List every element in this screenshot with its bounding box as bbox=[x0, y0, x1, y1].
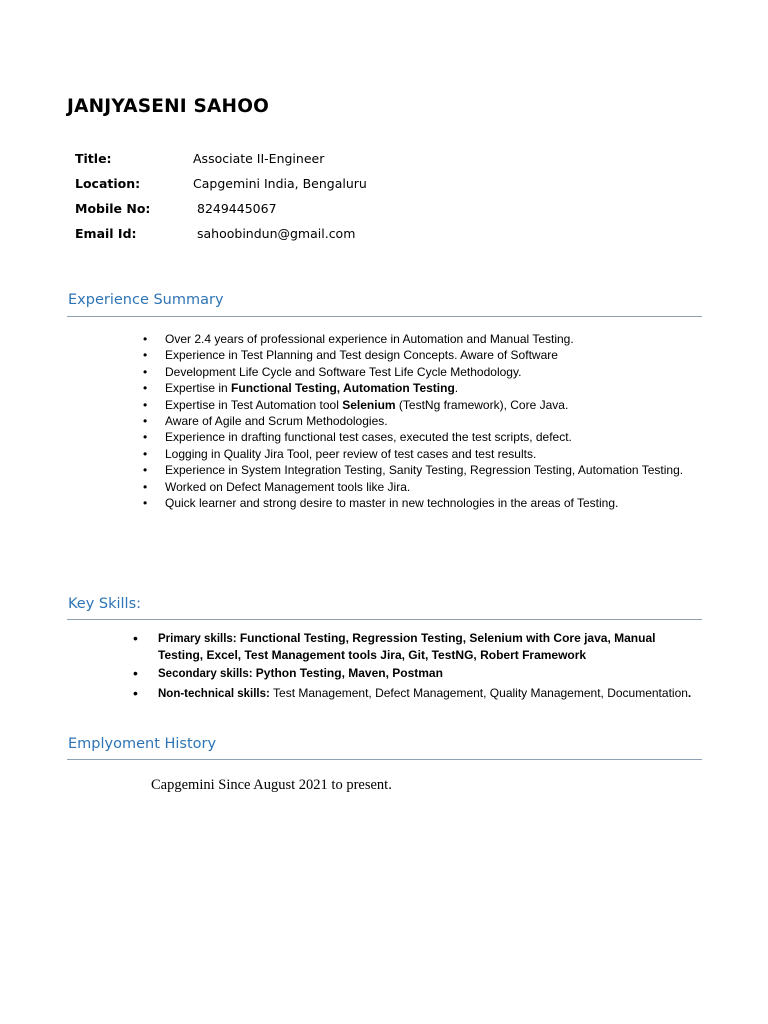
secondary-skills-value: Python Testing, Maven, Postman bbox=[255, 666, 443, 681]
primary-skills-label: Primary skills: bbox=[158, 633, 240, 645]
list-item bbox=[158, 665, 698, 682]
nontech-skills-value: Test Management, Defect Management, Quality Management, Documentation bbox=[273, 685, 688, 700]
list-item: • Experience in drafting functional test cases, executed the test scripts, defect. bbox=[165, 429, 685, 445]
location-label: Location: bbox=[75, 176, 141, 191]
email-value: sahoobindun@gmail.com bbox=[197, 226, 356, 241]
list-item: • Aware of Agile and Scrum Methodologies. bbox=[165, 413, 685, 429]
employment-heading: Emplyoment History bbox=[68, 736, 217, 752]
list-item: • Experience in Test Planning and Test design Concepts. Aware of Software bbox=[165, 347, 685, 363]
skills-list bbox=[158, 630, 698, 704]
experience-list bbox=[165, 331, 685, 511]
list-item: • Development Life Cycle and Software Test Life Cycle Methodology. bbox=[165, 364, 685, 380]
list-item: • Experience in System Integration Testing, Sanity Testing, Regression Testing, Automation Testing. bbox=[165, 462, 685, 478]
location-value: Capgemini India, Bengaluru bbox=[193, 176, 367, 191]
list-item: • Worked on Defect Management tools like Jira. bbox=[165, 479, 685, 495]
title-value: Associate II-Engineer bbox=[193, 151, 325, 166]
list-item bbox=[158, 630, 698, 663]
list-item: • Logging in Quality Jira Tool, peer review of test cases and test results. bbox=[165, 446, 685, 462]
candidate-name: JANJYASENI SAHOO bbox=[67, 96, 270, 117]
title-label: Title: bbox=[75, 151, 112, 166]
primary-skills-value: Functional Testing, Regression Testing, Selenium with Core java, Manual Testing, Excel, Test Management tools Jira, Git, TestNG, Robert Framework bbox=[158, 631, 656, 663]
section-divider bbox=[67, 316, 702, 317]
skills-heading: Key Skills: bbox=[68, 596, 142, 612]
experience-heading: Experience Summary bbox=[68, 292, 224, 308]
mobile-label: Mobile No: bbox=[75, 201, 151, 216]
section-divider bbox=[67, 759, 702, 760]
section-divider bbox=[67, 619, 702, 620]
secondary-skills-label: Secondary skills: bbox=[158, 668, 256, 681]
list-item: • Expertise in Functional Testing, Automation Testing. bbox=[165, 380, 685, 396]
list-item: • Quick learner and strong desire to master in new technologies in the areas of Testing. bbox=[165, 495, 685, 511]
list-item: • Over 2.4 years of professional experience in Automation and Manual Testing. bbox=[165, 331, 685, 347]
email-label: Email Id: bbox=[75, 226, 137, 241]
list-item: • Non-technical skills: Test Management, Defect Management, Quality Management, Documentation. bbox=[158, 685, 698, 702]
employment-text: Capgemini Since August 2021 to present. bbox=[151, 777, 392, 793]
list-item: • Expertise in Test Automation tool Selenium (TestNg framework), Core Java. bbox=[165, 397, 685, 413]
mobile-value: 8249445067 bbox=[197, 201, 277, 216]
nontech-skills-label: Non-technical skills: bbox=[158, 687, 274, 700]
